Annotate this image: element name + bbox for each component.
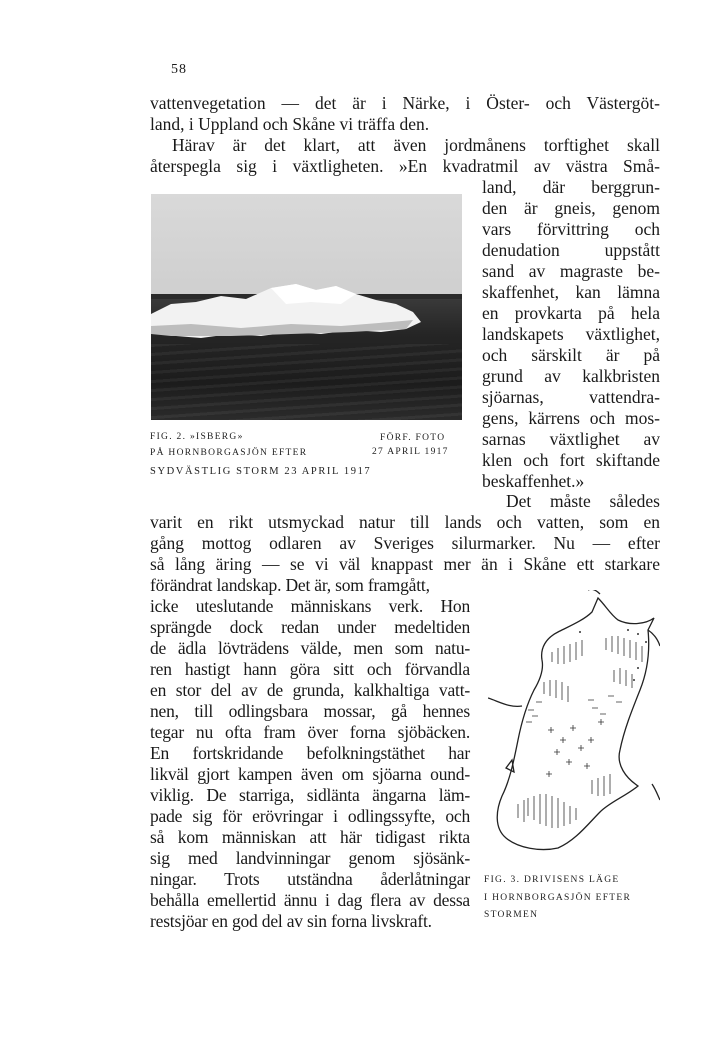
body-line: sig med landvinningar genom sjösänk- bbox=[150, 848, 470, 868]
photo-waves bbox=[151, 344, 462, 420]
fig2-credit-line: FÖRF. FOTO bbox=[380, 433, 446, 443]
body-line: varit en rikt utsmyckad natur till lands och vatten, som en bbox=[150, 512, 660, 532]
body-line: grund av kalkbristen bbox=[482, 366, 660, 386]
body-line: återspegla sig i växtligheten. »En kvadratmil av västra Små- bbox=[150, 156, 660, 176]
body-line: en provkarta på hela bbox=[482, 303, 660, 323]
fig2-caption-line: SYDVÄSTLIG STORM 23 APRIL 1917 bbox=[150, 466, 372, 477]
body-line: förändrat landskap. Det är, som framgått, bbox=[150, 575, 430, 595]
body-line: den är gneis, genom bbox=[482, 198, 660, 218]
fig3-caption-line: FIG. 3. DRIVISENS LÄGE bbox=[484, 875, 620, 885]
body-line: gång mottog odlaren av Sveriges silurmarker. Nu — efter bbox=[150, 533, 660, 553]
body-line: behålla emellertid ännu i dag flera av dessa bbox=[150, 890, 470, 910]
photo-ice-floe bbox=[151, 274, 421, 349]
body-line: likväl gjort kampen även om sjöarna ound- bbox=[150, 764, 470, 784]
fig2-credit-line: 27 APRIL 1917 bbox=[372, 447, 449, 457]
body-line: och särskilt är på bbox=[482, 345, 660, 365]
body-line: sprängde dock redan under medeltiden bbox=[150, 617, 470, 637]
fig3-caption-line: STORMEN bbox=[484, 910, 539, 920]
body-line: sarnas växtlighet av bbox=[482, 429, 660, 449]
fig2-caption-line: PÅ HORNBORGASJÖN EFTER bbox=[150, 448, 308, 458]
body-line: så kom människan att här tidigast rikta bbox=[150, 827, 470, 847]
body-line: denudation uppstått bbox=[482, 240, 660, 260]
page-number: 58 bbox=[171, 62, 187, 77]
body-line: nen, till odlingsbara mossar, gå hennes bbox=[150, 701, 470, 721]
body-line: land, där berggrun- bbox=[482, 177, 660, 197]
fig3-caption-line: I HORNBORGASJÖN EFTER bbox=[484, 893, 632, 903]
fig2-caption-line: FIG. 2. »ISBERG» bbox=[150, 432, 244, 442]
body-line: Härav är det klart, att även jordmånens torftighet skall bbox=[172, 135, 660, 155]
body-line: land, i Uppland och Skåne vi träffa den. bbox=[150, 114, 430, 134]
body-line: så lång äring — se vi väl knappast mer än i Skåne ett starkare bbox=[150, 554, 660, 574]
lake-ice-map bbox=[488, 590, 660, 870]
body-line: skaffenhet, kan lämna bbox=[482, 282, 660, 302]
body-line: vattenvegetation — det är i Närke, i Öster- och Västergöt- bbox=[150, 93, 660, 113]
body-line: En fortskridande befolkningstäthet har bbox=[150, 743, 470, 763]
body-line: landskapets växtlighet, bbox=[482, 324, 660, 344]
body-line: vars förvittring och bbox=[482, 219, 660, 239]
body-line: tegar nu ofta fram över forna sjöbäcken. bbox=[150, 722, 470, 742]
body-line: en stor del av de grunda, kalkhaltiga vatt- bbox=[150, 680, 470, 700]
body-line: viklig. De starriga, sidlänta ängarna läm- bbox=[150, 785, 470, 805]
body-line: ren hastigt hann göra sitt och förvandla bbox=[150, 659, 470, 679]
body-line: icke uteslutande människans verk. Hon bbox=[150, 596, 470, 616]
body-line: ningar. Trots utständna åderlåtningar bbox=[150, 869, 470, 889]
body-line: sand av magraste be- bbox=[482, 261, 660, 281]
body-line: pade sig för erövringar i odlingssyfte, och bbox=[150, 806, 470, 826]
iceberg-photo bbox=[151, 194, 462, 420]
body-line: klen och fort skiftande bbox=[482, 450, 660, 470]
body-line: Det måste således bbox=[506, 491, 660, 511]
body-line: sjöarnas, vattendra- bbox=[482, 387, 660, 407]
body-line: restsjöar en god del av sin forna livskraft. bbox=[150, 911, 432, 931]
body-line: de ädla lövträdens välde, men som natu- bbox=[150, 638, 470, 658]
body-line: beskaffenhet.» bbox=[482, 471, 585, 491]
body-line: gens, kärrens och mos- bbox=[482, 408, 660, 428]
